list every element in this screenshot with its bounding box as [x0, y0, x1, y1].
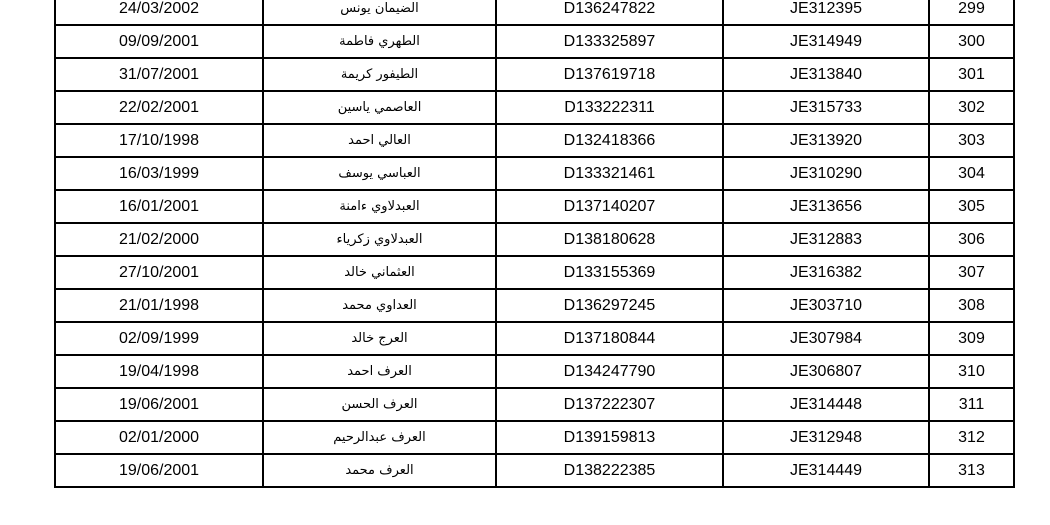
row-number-cell: 311	[929, 388, 1014, 421]
code-cell: JE316382	[723, 256, 929, 289]
cne-cell: D138222385	[496, 454, 723, 487]
cne-cell: D133155369	[496, 256, 723, 289]
cne-cell: D138180628	[496, 223, 723, 256]
birth-date-cell: 19/06/2001	[55, 454, 263, 487]
code-cell: JE306807	[723, 355, 929, 388]
code-cell: JE314949	[723, 25, 929, 58]
code-cell: JE307984	[723, 322, 929, 355]
row-number-cell: 299	[929, 0, 1014, 25]
student-name-cell: العرف عبدالرحيم	[263, 421, 496, 454]
cne-cell: D132418366	[496, 124, 723, 157]
student-list-table	[54, 0, 1015, 488]
table-row	[55, 157, 1014, 190]
student-name-cell: العرج خالد	[263, 322, 496, 355]
code-cell: JE314449	[723, 454, 929, 487]
row-number-cell: 304	[929, 157, 1014, 190]
code-cell: JE312395	[723, 0, 929, 25]
code-cell: JE313840	[723, 58, 929, 91]
student-name-cell: الطهري فاطمة	[263, 25, 496, 58]
table-row	[55, 256, 1014, 289]
row-number-cell: 302	[929, 91, 1014, 124]
birth-date-cell: 17/10/1998	[55, 124, 263, 157]
table-row	[55, 25, 1014, 58]
birth-date-cell: 16/03/1999	[55, 157, 263, 190]
birth-date-cell: 16/01/2001	[55, 190, 263, 223]
table-row	[55, 190, 1014, 223]
table-body	[55, 0, 1014, 487]
birth-date-cell: 02/09/1999	[55, 322, 263, 355]
student-name-cell: العبدلاوي ءامنة	[263, 190, 496, 223]
row-number-cell: 300	[929, 25, 1014, 58]
cne-cell: D136297245	[496, 289, 723, 322]
table-row	[55, 91, 1014, 124]
birth-date-cell: 19/04/1998	[55, 355, 263, 388]
row-number-cell: 310	[929, 355, 1014, 388]
row-number-cell: 303	[929, 124, 1014, 157]
birth-date-cell: 02/01/2000	[55, 421, 263, 454]
birth-date-cell: 22/02/2001	[55, 91, 263, 124]
student-name-cell: العداوي محمد	[263, 289, 496, 322]
table-row	[55, 421, 1014, 454]
cne-cell: D137222307	[496, 388, 723, 421]
table-row	[55, 454, 1014, 487]
student-name-cell: العباسي يوسف	[263, 157, 496, 190]
birth-date-cell: 24/03/2002	[55, 0, 263, 25]
student-name-cell: العرف احمد	[263, 355, 496, 388]
birth-date-cell: 19/06/2001	[55, 388, 263, 421]
cne-cell: D136247822	[496, 0, 723, 25]
cne-cell: D137619718	[496, 58, 723, 91]
cne-cell: D137180844	[496, 322, 723, 355]
row-number-cell: 309	[929, 322, 1014, 355]
table-row	[55, 388, 1014, 421]
code-cell: JE313656	[723, 190, 929, 223]
code-cell: JE310290	[723, 157, 929, 190]
cne-cell: D133325897	[496, 25, 723, 58]
code-cell: JE312948	[723, 421, 929, 454]
table-row	[55, 0, 1014, 25]
student-name-cell: العثماني خالد	[263, 256, 496, 289]
row-number-cell: 307	[929, 256, 1014, 289]
cne-cell: D134247790	[496, 355, 723, 388]
cne-cell: D137140207	[496, 190, 723, 223]
student-name-cell: العرف الحسن	[263, 388, 496, 421]
table-row	[55, 223, 1014, 256]
code-cell: JE303710	[723, 289, 929, 322]
student-name-cell: الطيفور كريمة	[263, 58, 496, 91]
student-name-cell: الضيمان يونس	[263, 0, 496, 25]
student-name-cell: العبدلاوي زكرياء	[263, 223, 496, 256]
table-row	[55, 289, 1014, 322]
code-cell: JE314448	[723, 388, 929, 421]
row-number-cell: 301	[929, 58, 1014, 91]
row-number-cell: 306	[929, 223, 1014, 256]
cne-cell: D139159813	[496, 421, 723, 454]
row-number-cell: 308	[929, 289, 1014, 322]
row-number-cell: 312	[929, 421, 1014, 454]
birth-date-cell: 21/01/1998	[55, 289, 263, 322]
code-cell: JE312883	[723, 223, 929, 256]
student-list-table-wrapper	[54, 0, 1013, 488]
student-name-cell: العرف محمد	[263, 454, 496, 487]
code-cell: JE315733	[723, 91, 929, 124]
student-name-cell: العالي احمد	[263, 124, 496, 157]
code-cell: JE313920	[723, 124, 929, 157]
table-row	[55, 124, 1014, 157]
cne-cell: D133222311	[496, 91, 723, 124]
cne-cell: D133321461	[496, 157, 723, 190]
birth-date-cell: 27/10/2001	[55, 256, 263, 289]
birth-date-cell: 21/02/2000	[55, 223, 263, 256]
row-number-cell: 313	[929, 454, 1014, 487]
birth-date-cell: 09/09/2001	[55, 25, 263, 58]
table-row	[55, 355, 1014, 388]
table-row	[55, 322, 1014, 355]
table-row	[55, 58, 1014, 91]
student-name-cell: العاصمي ياسين	[263, 91, 496, 124]
birth-date-cell: 31/07/2001	[55, 58, 263, 91]
row-number-cell: 305	[929, 190, 1014, 223]
